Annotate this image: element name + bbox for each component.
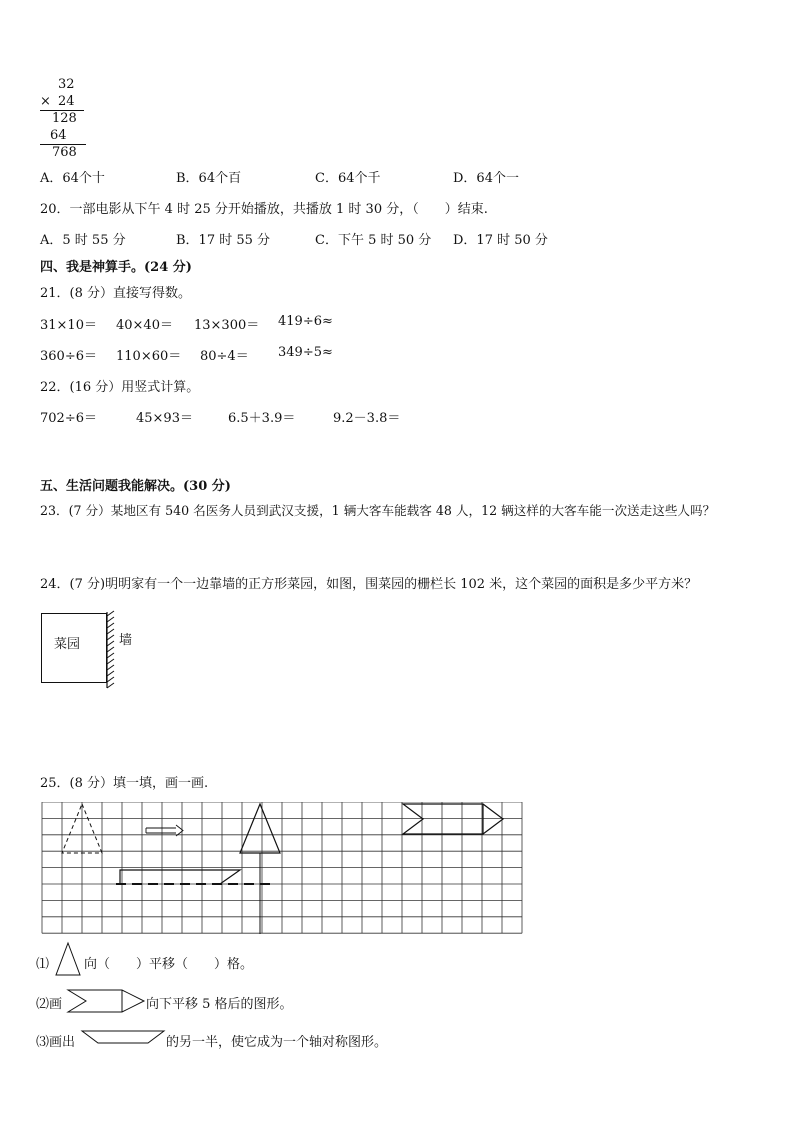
section4-title: 四、我是神算手。(24 分) xyxy=(40,260,192,275)
solid-triangle xyxy=(240,804,280,853)
arrow-shape xyxy=(403,804,503,834)
q20-option-a: A．5 时 55 分 xyxy=(40,233,126,248)
vertical-calc-2: 45×93＝ xyxy=(136,411,193,426)
q22-stem: 22．(16 分）用竖式计算。 xyxy=(40,380,200,395)
mult-bottom: 24 xyxy=(58,94,75,109)
wall-label: 墙 xyxy=(119,633,133,648)
vertical-calc-4: 9.2－3.8＝ xyxy=(333,411,401,426)
q19-option-c: C．64个千 xyxy=(315,171,381,186)
small-half-trapezoid-icon xyxy=(80,1029,166,1045)
sub2-text: 向下平移 5 格后的图形。 xyxy=(146,997,293,1012)
q23-stem: 23．(7 分）某地区有 540 名医务人员到武汉支援，1 辆大客车能载客 48 人，12 辆这样的大客车能一次送走这些人吗？ xyxy=(40,503,716,518)
calc-2: 40×40＝ xyxy=(116,318,173,333)
mult-result: 768 xyxy=(52,145,77,160)
vertical-calc-3: 6.5＋3.9＝ xyxy=(228,411,296,426)
q21-stem: 21．(8 分）直接写得数。 xyxy=(40,286,192,301)
q20-option-d: D．17 时 50 分 xyxy=(453,233,548,248)
arrow-icon xyxy=(146,825,183,836)
small-arrow-shape-icon xyxy=(66,988,148,1014)
calc-4: 419÷6≈ xyxy=(278,314,333,329)
sub2-num: ⑵画 xyxy=(36,997,63,1012)
calc-7: 80÷4＝ xyxy=(200,349,249,364)
small-triangle-icon xyxy=(54,941,82,977)
sub1-text: 向（ ）平移（ ）格。 xyxy=(84,957,254,972)
partial-1: 128 xyxy=(52,111,77,126)
q19-option-b: B．64个百 xyxy=(176,171,242,186)
sub1-num: ⑴ xyxy=(36,957,50,972)
q20-stem: 20．一部电影从下午 4 时 25 分开始播放，共播放 1 时 30 分，（ ）结束. xyxy=(40,202,488,217)
square-grid xyxy=(40,802,526,934)
garden-label: 菜园 xyxy=(54,637,81,652)
calc-6: 110×60＝ xyxy=(116,349,182,364)
q24-stem: 24．(7 分)明明家有一个一边靠墙的正方形菜园，如图，围菜园的栅栏长 102 米，这个菜园的面积是多少平方米？ xyxy=(40,577,698,592)
sub3-num: ⑶画出 xyxy=(36,1035,76,1050)
partial-2: 64 xyxy=(50,128,67,143)
wall-hatch-icon xyxy=(104,610,116,690)
q20-option-b: B．17 时 55 分 xyxy=(176,233,271,248)
calc-8: 349÷5≈ xyxy=(278,345,333,360)
q19-option-d: D．64个一 xyxy=(453,171,519,186)
calc-3: 13×300＝ xyxy=(194,318,260,333)
q19-option-a: A．64个十 xyxy=(40,171,105,186)
calc-1: 31×10＝ xyxy=(40,318,97,333)
vertical-calc-1: 702÷6＝ xyxy=(40,411,97,426)
calc-5: 360÷6＝ xyxy=(40,349,97,364)
sub3-text: 的另一半，使它成为一个轴对称图形。 xyxy=(166,1035,388,1050)
q25-stem: 25．(8 分）填一填，画一画. xyxy=(40,776,209,791)
q20-option-c: C．下午 5 时 50 分 xyxy=(315,233,432,248)
times-sign: × xyxy=(40,94,51,109)
mult-top: 32 xyxy=(58,77,75,92)
section5-title: 五、生活问题我能解决。(30 分) xyxy=(40,479,231,494)
